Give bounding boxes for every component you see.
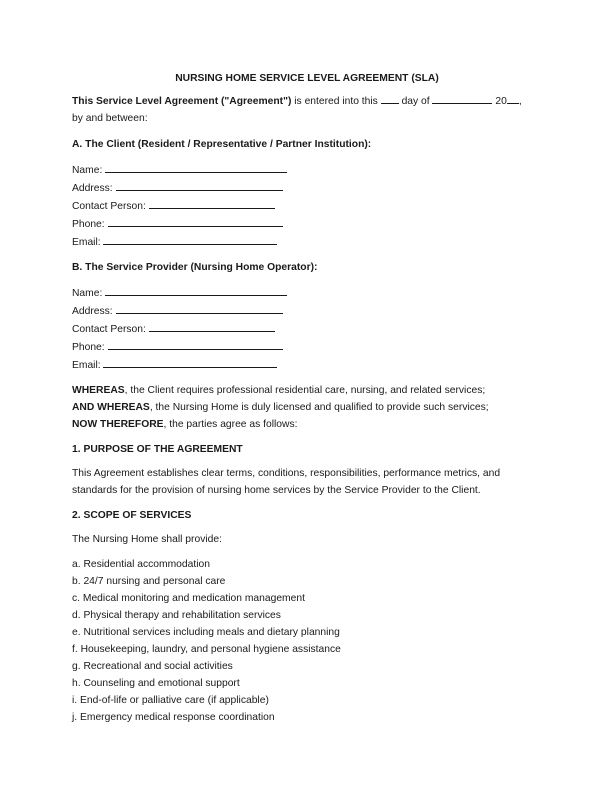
- list-item: a. Residential accommodation: [72, 559, 210, 570]
- client-contact-field[interactable]: Contact Person:: [72, 197, 542, 215]
- intro-line-2: by and between:: [72, 113, 148, 124]
- client-fields: [72, 161, 542, 251]
- provider-phone-line[interactable]: [108, 338, 283, 350]
- list-item: e. Nutritional services including meals and dietary planning: [72, 627, 340, 638]
- month-blank[interactable]: [432, 92, 492, 104]
- agreement-lead: This Service Level Agreement ("Agreement"): [72, 96, 292, 107]
- section-2-title: 2. SCOPE OF SERVICES: [72, 510, 192, 521]
- provider-contact-line[interactable]: [149, 320, 275, 332]
- provider-name-line[interactable]: [105, 284, 287, 296]
- provider-contact-field[interactable]: Contact Person:: [72, 320, 542, 338]
- recital-and-whereas: AND WHEREAS, the Nursing Home is duly licensed and qualified to provide such services;: [72, 402, 489, 413]
- intro-text-3: 20: [492, 96, 507, 107]
- client-address-line[interactable]: [116, 179, 283, 191]
- provider-email-field[interactable]: Email:: [72, 356, 542, 374]
- list-item: b. 24/7 nursing and personal care: [72, 576, 226, 587]
- client-name-line[interactable]: [105, 161, 287, 173]
- client-email-field[interactable]: Email:: [72, 233, 542, 251]
- recitals: [72, 382, 542, 433]
- provider-address-line[interactable]: [116, 302, 283, 314]
- services-list: [72, 556, 542, 726]
- provider-phone-field[interactable]: Phone:: [72, 338, 542, 356]
- provider-name-field[interactable]: Name:: [72, 284, 542, 302]
- recital-now-therefore: NOW THEREFORE, the parties agree as follows:: [72, 419, 298, 430]
- list-item: d. Physical therapy and rehabilitation services: [72, 610, 281, 621]
- day-blank[interactable]: [381, 92, 399, 104]
- recital-whereas: WHEREAS, the Client requires professional residential care, nursing, and related services;: [72, 385, 486, 396]
- list-item: c. Medical monitoring and medication management: [72, 593, 305, 604]
- client-contact-line[interactable]: [149, 197, 275, 209]
- client-address-field[interactable]: Address:: [72, 179, 542, 197]
- section-1-title: 1. PURPOSE OF THE AGREEMENT: [72, 444, 243, 455]
- client-phone-field[interactable]: Phone:: [72, 215, 542, 233]
- section-2-intro: The Nursing Home shall provide:: [72, 534, 222, 545]
- provider-heading: B. The Service Provider (Nursing Home Operator):: [72, 262, 318, 273]
- document-title: NURSING HOME SERVICE LEVEL AGREEMENT (SLA): [175, 73, 439, 84]
- provider-fields: [72, 284, 542, 374]
- list-item: g. Recreational and social activities: [72, 661, 233, 672]
- intro-text-1: is entered into this: [291, 96, 381, 107]
- client-heading: A. The Client (Resident / Representative / Partner Institution):: [72, 139, 372, 150]
- list-item: j. Emergency medical response coordination: [72, 712, 275, 723]
- provider-email-line[interactable]: [103, 356, 277, 368]
- section-1-text: This Agreement establishes clear terms, conditions, responsibilities, performance metrics, and standards for the provision of nursing home services by the Service Provider to the Client.: [72, 468, 501, 496]
- intro-paragraph: [72, 92, 542, 127]
- client-email-line[interactable]: [103, 233, 277, 245]
- provider-address-field[interactable]: Address:: [72, 302, 542, 320]
- document-body: [72, 70, 542, 726]
- list-item: f. Housekeeping, laundry, and personal hygiene assistance: [72, 644, 341, 655]
- intro-text-2: day of: [398, 96, 433, 107]
- list-item: h. Counseling and emotional support: [72, 678, 240, 689]
- client-phone-line[interactable]: [108, 215, 283, 227]
- list-item: i. End-of-life or palliative care (if applicable): [72, 695, 269, 706]
- year-blank[interactable]: [507, 92, 519, 104]
- intro-text-4: ,: [518, 96, 522, 107]
- client-name-field[interactable]: Name:: [72, 161, 542, 179]
